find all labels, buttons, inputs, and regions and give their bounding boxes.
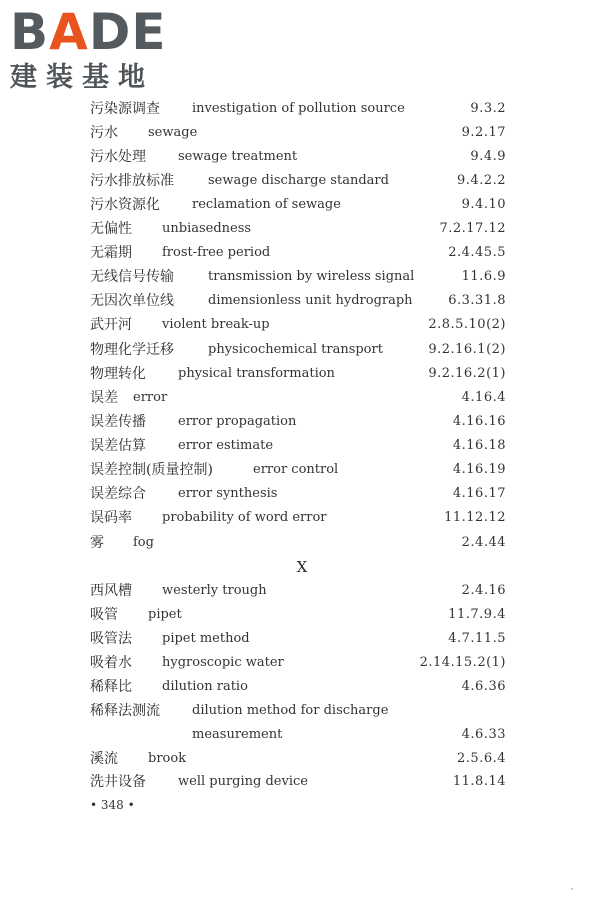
entry-english-term: westerly trough (162, 583, 267, 598)
entry-chinese-term: 无因次单位线 (90, 293, 174, 309)
section-heading: X (296, 558, 308, 576)
entry-section-ref: 4.16.4 (461, 390, 506, 405)
entry-section-ref: 9.2.16.1(2) (428, 342, 506, 357)
glossary-entry (0, 290, 600, 312)
entry-english-term: physicochemical transport (208, 342, 383, 357)
entry-chinese-term: 吸管 (90, 607, 118, 623)
entry-english-term: probability of word error (162, 510, 327, 525)
entry-section-ref: 9.4.2.2 (457, 173, 506, 188)
entry-english-term: pipet method (162, 631, 250, 646)
entry-section-ref: 9.2.16.2(1) (428, 366, 506, 381)
entry-chinese-term: 误差控制(质量控制) (90, 462, 213, 478)
glossary-entry (0, 771, 600, 793)
entry-chinese-term: 洗井设备 (90, 774, 146, 790)
entry-chinese-term: 雾 (90, 535, 104, 551)
entry-section-ref: 9.4.9 (470, 149, 506, 164)
entry-section-ref: 2.5.6.4 (457, 751, 506, 766)
entry-chinese-term: 误差 (90, 390, 118, 406)
entry-english-term: dilution method for discharge (192, 703, 389, 718)
entry-section-ref: 2.4.16 (461, 583, 506, 598)
entry-section-ref: 11.7.9.4 (448, 607, 506, 622)
entry-chinese-term: 污水资源化 (90, 197, 160, 213)
glossary-entry (0, 532, 600, 554)
glossary-entry (0, 363, 600, 385)
entry-section-ref: 6.3.31.8 (448, 293, 506, 308)
entry-english-term: transmission by wireless signal (208, 269, 415, 284)
entry-english-term: error control (253, 462, 339, 477)
entry-section-ref: 4.6.36 (461, 679, 506, 694)
glossary-entry (0, 146, 600, 168)
glossary-entry (0, 411, 600, 433)
glossary-entry (0, 628, 600, 650)
entry-english-term: dilution ratio (162, 679, 248, 694)
entry-section-ref: 4.16.16 (452, 414, 506, 429)
entry-section-ref: 11.6.9 (461, 269, 506, 284)
logo-subtitle: 建装基地 (10, 62, 154, 93)
entry-section-ref: 4.16.19 (452, 462, 506, 477)
glossary-entry (0, 170, 600, 192)
entry-chinese-term: 误码率 (90, 510, 132, 526)
glossary-entry (0, 459, 600, 481)
glossary-entry-continuation (0, 724, 600, 746)
entry-chinese-term: 溪流 (90, 751, 118, 767)
glossary-entry (0, 194, 600, 216)
entry-english-term: sewage discharge standard (208, 173, 389, 188)
glossary-entry (0, 122, 600, 144)
glossary-entry (0, 98, 600, 120)
entry-chinese-term: 稀释比 (90, 679, 132, 695)
entry-section-ref: 11.12.12 (444, 510, 506, 525)
entry-english-term: error propagation (178, 414, 297, 429)
glossary-entry (0, 676, 600, 698)
entry-english-term: fog (133, 535, 154, 550)
glossary-entry (0, 435, 600, 457)
entry-english-term: investigation of pollution source (192, 101, 405, 116)
glossary-entry (0, 339, 600, 361)
entry-chinese-term: 污水 (90, 125, 118, 141)
entry-english-term: unbiasedness (162, 221, 252, 236)
entry-section-ref: 7.2.17.12 (439, 221, 506, 236)
entry-section-ref: 9.3.2 (470, 101, 506, 116)
entry-section-ref: 4.16.18 (452, 438, 506, 453)
entry-section-ref: 2.14.15.2(1) (419, 655, 506, 670)
entry-english-term: error synthesis (178, 486, 278, 501)
entry-chinese-term: 污水排放标准 (90, 173, 174, 189)
entry-section-ref: 2.4.44 (461, 535, 506, 550)
entry-chinese-term: 物理化学迁移 (90, 342, 174, 358)
entry-english-term: physical transformation (178, 366, 335, 381)
entry-chinese-term: 无线信号传输 (90, 269, 174, 285)
entry-english-term: brook (148, 751, 187, 766)
entry-chinese-term: 西风槽 (90, 583, 132, 599)
entry-english-term: sewage treatment (178, 149, 298, 164)
glossary-entry (0, 266, 600, 288)
entry-chinese-term: 误差传播 (90, 414, 146, 430)
entry-english-term: dimensionless unit hydrograph (208, 293, 413, 308)
entry-chinese-term: 物理转化 (90, 366, 146, 382)
entry-english-term: measurement (192, 727, 283, 742)
scan-speck (571, 888, 573, 890)
entry-section-ref: 4.16.17 (452, 486, 506, 501)
logo-wordmark: BADE (10, 3, 167, 61)
glossary-entry (0, 700, 600, 722)
glossary-entry (0, 314, 600, 336)
entry-english-term: violent break-up (162, 317, 270, 332)
glossary-entry (0, 604, 600, 626)
entry-chinese-term: 污水处理 (90, 149, 146, 165)
glossary-entry (0, 507, 600, 529)
entry-chinese-term: 武开河 (90, 317, 132, 333)
glossary-entry (0, 748, 600, 770)
glossary-entry (0, 652, 600, 674)
entry-english-term: sewage (148, 125, 198, 140)
glossary-entry (0, 218, 600, 240)
entry-section-ref: 9.2.17 (461, 125, 506, 140)
entry-english-term: well purging device (178, 774, 308, 789)
entry-english-term: hygroscopic water (162, 655, 284, 670)
page-number: • 348 • (90, 798, 135, 812)
entry-chinese-term: 误差综合 (90, 486, 146, 502)
glossary-entry (0, 580, 600, 602)
entry-chinese-term: 无偏性 (90, 221, 132, 237)
entry-section-ref: 4.7.11.5 (448, 631, 506, 646)
entry-chinese-term: 吸着水 (90, 655, 132, 671)
entry-chinese-term: 误差估算 (90, 438, 146, 454)
entry-chinese-term: 稀释法测流 (90, 703, 160, 719)
glossary-entry (0, 242, 600, 264)
entry-chinese-term: 吸管法 (90, 631, 132, 647)
entry-section-ref: 4.6.33 (461, 727, 506, 742)
glossary-entry (0, 483, 600, 505)
entry-section-ref: 11.8.14 (452, 774, 506, 789)
entry-chinese-term: 污染源调查 (90, 101, 160, 117)
entry-english-term: error estimate (178, 438, 274, 453)
entry-english-term: frost-free period (162, 245, 271, 260)
entry-chinese-term: 无霜期 (90, 245, 132, 261)
entry-section-ref: 2.8.5.10(2) (428, 317, 506, 332)
entry-section-ref: 2.4.45.5 (448, 245, 506, 260)
entry-section-ref: 9.4.10 (461, 197, 506, 212)
entry-english-term: error (133, 390, 168, 405)
glossary-entry (0, 387, 600, 409)
entry-english-term: reclamation of sewage (192, 197, 341, 212)
entry-english-term: pipet (148, 607, 182, 622)
